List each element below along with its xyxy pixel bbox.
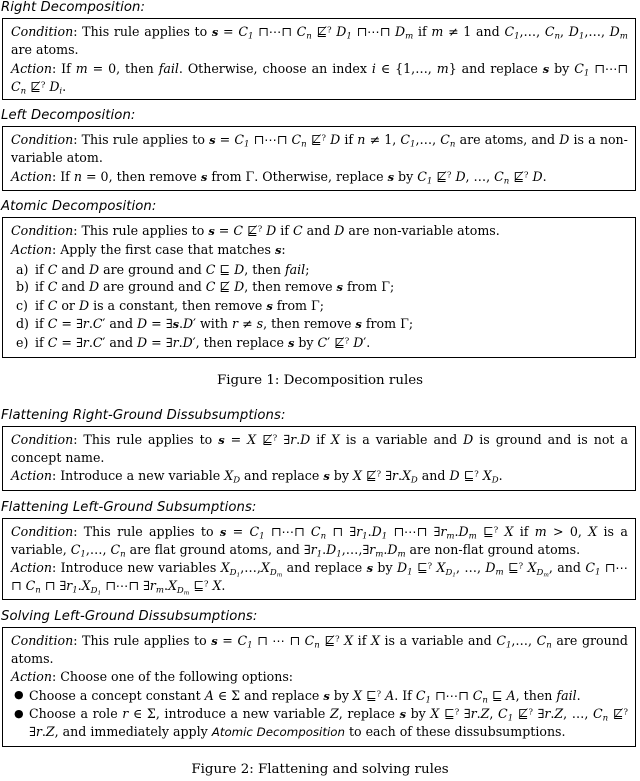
spacer-caption-2 <box>0 747 640 761</box>
atomic-decomposition-cases <box>11 261 628 353</box>
option-item-role: ● Choose a role r ∈ Σ, introduce a new variable Z, replace s by X ⊑? ∃r.Z, $C_1$ ⋢? ∃r.Z, …, $C_n$ ⋢? ∃r.Z, and immediately apply Atomic Decomposition to each of these dissubsumptions. <box>14 706 628 740</box>
rule-heading-flattening-left-ground: Flattening Left-Ground Subsumptions: <box>1 499 257 515</box>
condition-label: Condition <box>11 223 74 239</box>
rule-condition-flattening-left-ground: Condition: This rule applies to $s = C_1$ ⊓⋯⊓ $C_n$ ⊓ $\exists r_1.D_1$ ⊓⋯⊓ $\exists r_m.D_m$ ⊑? X if m > 0, X is a variable, $C_1,\dots$, $C_n$ are flat ground atoms, and $\exists r_1.D_1,\dots,\exists r_m.D_m$ are non-flat ground atoms. <box>11 523 628 560</box>
atomic-decomposition-reference: Atomic Decomposition <box>211 725 345 740</box>
rule-action-solving-left-ground: Action: Choose one of the following options: <box>11 669 294 685</box>
figure-1-caption: Figure 1: Decomposition rules <box>216 372 424 388</box>
rule-condition-right-decomposition: Condition: This rule applies to $s = C_1$ ⊓⋯⊓ $C_n$ ⋢? $D_1$ ⊓⋯⊓ $D_m$ if m ≠ 1 and $C_1,\dots$, $C_n$, $D_1,\dots$, $D_m$ are atoms. <box>11 24 628 58</box>
rule-action-atomic-decomposition: Action: Apply the first case that matches s: <box>11 242 286 258</box>
figure-1 <box>0 0 640 390</box>
case-marker: c) <box>16 297 28 313</box>
rule-condition-left-decomposition: Condition: This rule applies to $s = C_1$ ⊓⋯⊓ $C_n$ ⋢? D if n ≠ 1, $C_1,\dots$, $C_n$ are atoms, and D is a non-variable atom. <box>11 132 628 166</box>
rule-heading-left-decomposition: Left Decomposition: <box>1 108 136 124</box>
condition-label: Condition <box>11 431 74 447</box>
rule-box-flattening-right-ground <box>2 426 636 491</box>
rule-heading-atomic-decomposition: Atomic Decomposition: <box>1 199 157 215</box>
spacer-caption-1 <box>0 358 640 372</box>
action-label: Action <box>11 669 52 685</box>
rule-heading-solving-left-ground: Solving Left-Ground Dissubsumptions: <box>1 608 258 624</box>
action-label: Action <box>11 168 52 184</box>
case-item-c: c) if C or D is a constant, then remove s from Γ; <box>16 297 324 313</box>
rule-action-left-decomposition: Action: If n = 0, then remove s from Γ. Otherwise, replace s by $C_1$ ⋢? D, …, $C_n$ ⋢? D. <box>11 168 547 187</box>
action-label: Action <box>11 60 52 76</box>
rule-box-solving-left-ground <box>2 627 636 747</box>
rule-box-right-decomposition <box>2 18 636 100</box>
rule-box-atomic-decomposition <box>2 217 636 358</box>
rule-condition-atomic-decomposition: Condition: This rule applies to s = C ⋢? D if C and D are non-variable atoms. <box>11 223 500 239</box>
condition-label: Condition <box>11 132 74 148</box>
action-label: Action <box>11 560 52 576</box>
figure-2 <box>0 408 640 779</box>
case-marker: a) <box>16 261 29 277</box>
action-label: Action <box>11 242 52 258</box>
rule-action-right-decomposition: Action: If m = 0, then fail. Otherwise, choose an index i ∈ {1,…, m} and replace s by $C_1$ ⊓⋯⊓ $C_n$ ⋢? $D_i$. <box>11 60 628 97</box>
rule-heading-right-decomposition: Right Decomposition: <box>1 0 146 15</box>
rule-box-left-decomposition <box>2 126 636 191</box>
condition-label: Condition <box>11 632 74 648</box>
rule-heading-flattening-right-ground: Flattening Right-Ground Dissubsumptions: <box>1 407 286 423</box>
figure-2-caption: Figure 2: Flattening and solving rules <box>191 761 449 777</box>
bullet-icon: ● <box>14 688 24 702</box>
case-marker: e) <box>16 335 29 351</box>
condition-label: Condition <box>11 24 74 39</box>
rule-action-flattening-right-ground: Action: Introduce a new variable $X_D$ and replace s by X ⋢? $\exists r.X_D$ and D ⊑? $X_D$. <box>11 468 503 486</box>
action-label: Action <box>11 468 52 484</box>
spacer-2 <box>0 191 640 199</box>
rule-box-flattening-left-ground <box>2 518 636 600</box>
rule-condition-flattening-right-ground: Condition: This rule applies to s = X ⋢? ∃r.D if X is a variable and D is ground and is not a concept name. <box>11 431 628 465</box>
spacer-between-figures <box>0 390 640 408</box>
bullet-icon: ● <box>14 706 24 720</box>
spacer-4 <box>0 600 640 609</box>
option-item-concept-constant: ● Choose a concept constant A ∈ Σ and replace s by X ⊑? A. If $C_1$ ⊓⋯⊓ $C_n$ ⊑ A, then fail. <box>14 687 581 705</box>
case-item-e: e) if C = ∃r.C′ and D = ∃r.D′, then replace s by C′ ⋢? D′. <box>16 335 371 351</box>
solving-left-ground-options <box>11 687 628 742</box>
case-marker: d) <box>16 316 29 332</box>
case-item-a: a) if C and D are ground and C ⊑ D, then fail; <box>16 261 310 277</box>
spacer-3 <box>0 491 640 500</box>
case-item-d: d) if C = ∃r.C′ and D = ∃s.D′ with r ≠ s, then remove s from Γ; <box>16 316 414 332</box>
condition-label: Condition <box>11 523 74 539</box>
case-marker: b) <box>16 279 29 295</box>
case-item-b: b) if C and D are ground and C ⋢ D, then remove s from Γ; <box>16 279 395 295</box>
spacer-1 <box>0 100 640 108</box>
rule-condition-solving-left-ground: Condition: This rule applies to $s = C_1$ ⊓ ⋯ ⊓ $C_n$ ⋢? X if X is a variable and $C_1,\dots$, $C_n$ are ground atoms. <box>11 632 628 667</box>
rule-action-flattening-left-ground: Action: Introduce new variables $X_{D_1},\dots,X_{D_m}$ and replace s by $D_1$ ⊑? $X_{D_1}$, …, $D_m$ ⊑? $X_{D_m}$, and $C_1$ ⊓⋯⊓ $C_n$ ⊓ $\exists r_1.X_{D_1}$ ⊓⋯⊓ $\exists r_m.X_{D_m}$ ⊑? X. <box>11 560 628 597</box>
